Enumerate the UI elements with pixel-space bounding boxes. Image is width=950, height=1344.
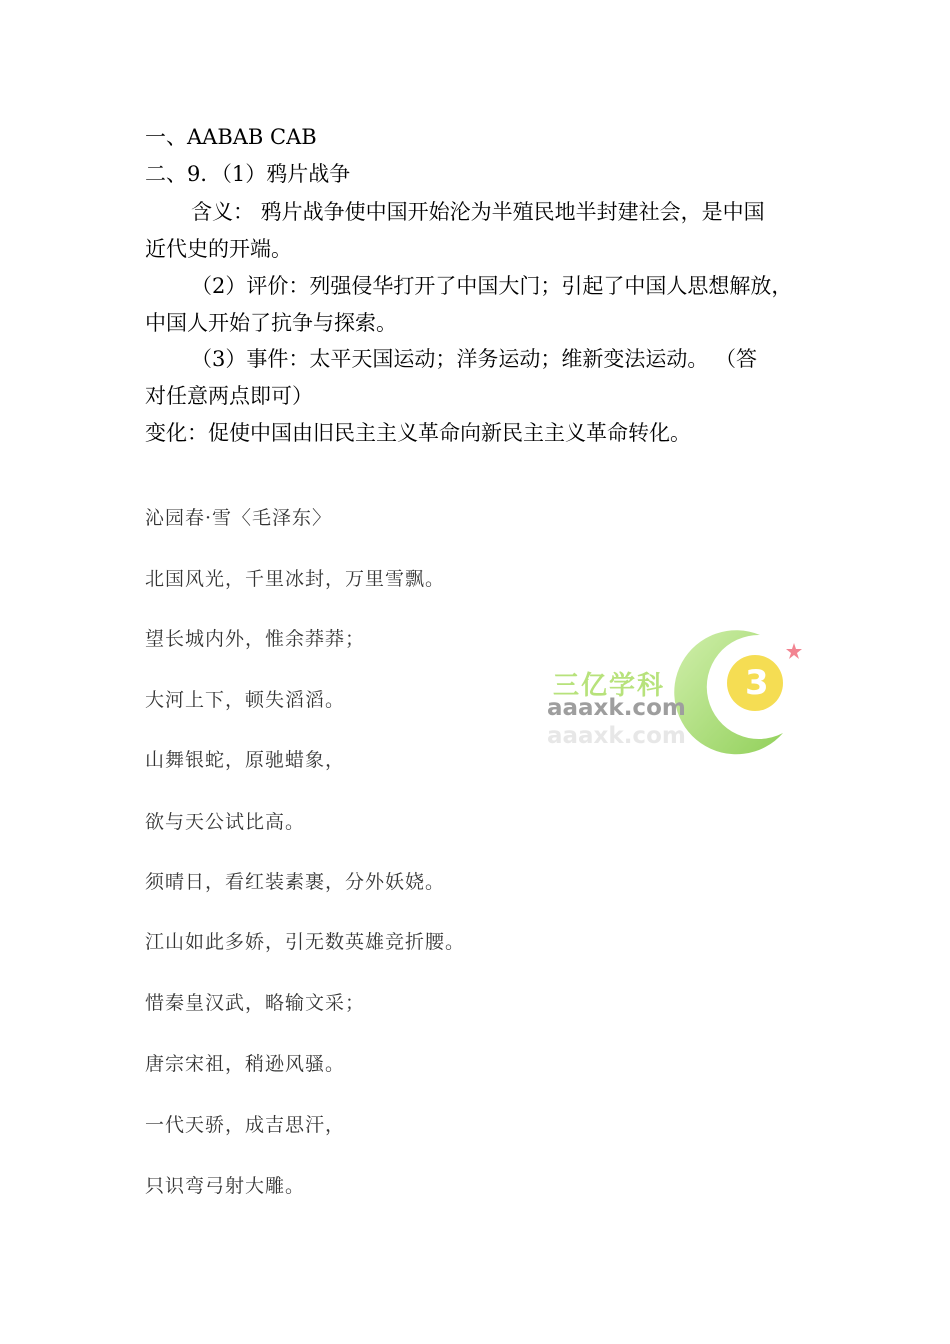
answer-section-2-heading: 二、9．（1）鸦片战争 [145, 162, 351, 186]
poem-line: 须晴日，看红装素裹，分外妖娆。 [145, 871, 446, 893]
poem-line: 唐宗宋祖，稍逊风骚。 [145, 1053, 346, 1075]
poem-line: 山舞银蛇，原驰蜡象， [145, 749, 346, 771]
watermark-badge-number: 3 [745, 663, 769, 703]
poem-line: 望长城内外，惟余莽莽； [145, 628, 366, 650]
answer-meaning-line-1: 含义： 鸦片战争使中国开始沦为半殖民地半封建社会，是中国 [191, 200, 765, 224]
watermark-url: aaaxk.com [547, 695, 686, 721]
poem-line: 江山如此多娇，引无数英雄竞折腰。 [145, 931, 466, 953]
answer-events-line-1: （3）事件：太平天国运动；洋务运动；维新变法运动。 （答 [191, 347, 758, 371]
poem-line: 一代天骄，成吉思汗， [145, 1114, 346, 1136]
poem-line: 欲与天公试比高。 [145, 811, 306, 833]
answer-change: 变化：促使中国由旧民主主义革命向新民主主义革命转化。 [145, 421, 691, 445]
watermark-brand: 三亿学科 [553, 671, 666, 701]
poem-title: 沁园春·雪〈毛泽东〉 [145, 507, 333, 529]
poem-line: 北国风光，千里冰封，万里雪飘。 [145, 568, 446, 590]
poem-line: 惜秦皇汉武，略输文采； [145, 992, 366, 1014]
watermark-url-shadow: aaaxk.com [547, 723, 686, 749]
answer-evaluation-line-1: （2）评价：列强侵华打开了中国大门；引起了中国人思想解放， [191, 274, 793, 298]
answer-section-1: 一、AABAB CAB [145, 125, 317, 149]
watermark-logo [545, 625, 805, 760]
poem-line: 大河上下，顿失滔滔。 [145, 689, 346, 711]
answer-meaning-line-2: 近代史的开端。 [145, 237, 292, 261]
answer-events-line-2: 对任意两点即可） [145, 384, 313, 408]
answer-evaluation-line-2: 中国人开始了抗争与探索。 [145, 311, 397, 335]
poem-line: 只识弯弓射大雕。 [145, 1175, 306, 1197]
